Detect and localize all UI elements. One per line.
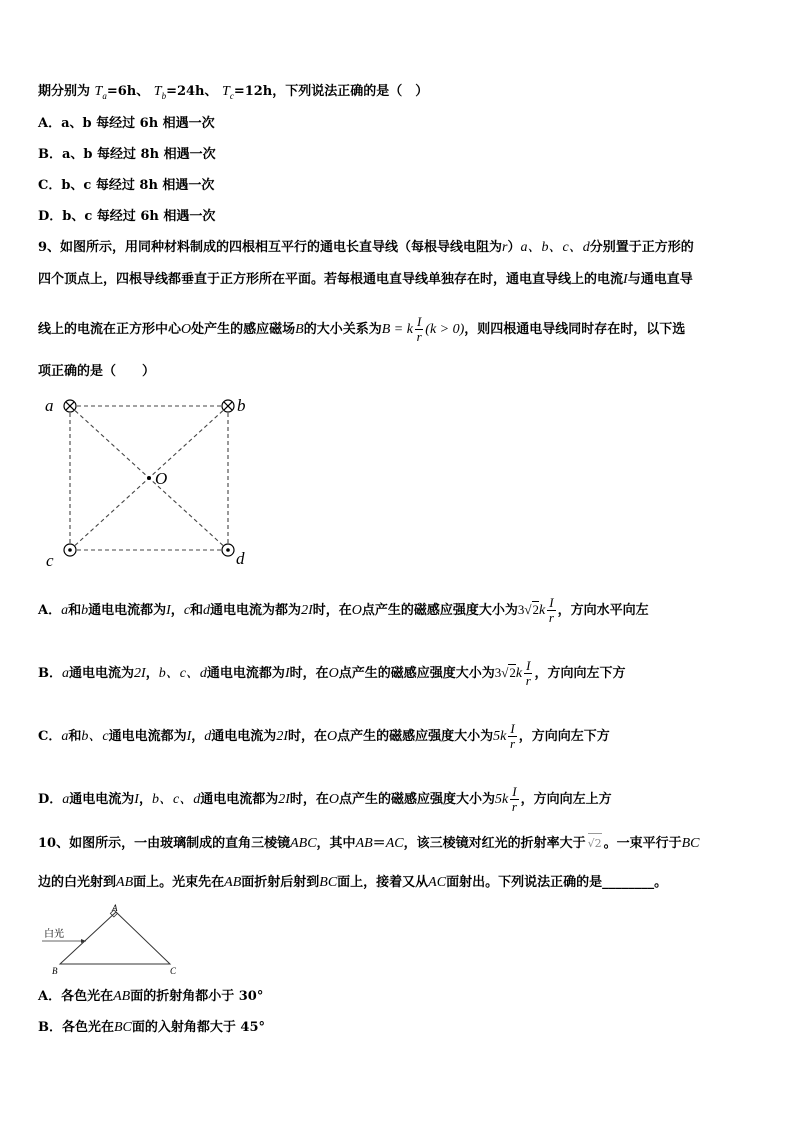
- wire-a-into-page-icon: [64, 400, 76, 412]
- wire-d-out-of-page-icon: [222, 544, 234, 556]
- q8-option-d[interactable]: D．b、c 每经过 6h 相遇一次: [38, 209, 216, 224]
- q9-stem-line1: 9、如图所示，用同种材料制成的四根相互平行的通电长直导线（每根导线电阻为r）a、b、c、d分别置于正方形的: [38, 240, 694, 255]
- label-c: c: [46, 551, 54, 570]
- tb-value: =24h、: [166, 84, 218, 99]
- label-A: A: [112, 904, 118, 913]
- q10-stem-line1: 10、如图所示，一由玻璃制成的直角三棱镜ABC，其中AB＝AC，该三棱镜对红光的折射率大于 √2 。一束平行于BC: [38, 833, 700, 854]
- wire-c-out-of-page-icon: [64, 544, 76, 556]
- coef-3-sqrt2-k: 3√2k: [517, 602, 546, 618]
- q9-option-c[interactable]: C．a和b、c通电电流都为I，d通电电流为2I时，在O点产生的磁感应强度大小为5k $\frac{I}{r}$ ，方向向左下方: [38, 721, 610, 751]
- label-b: b: [237, 396, 246, 415]
- q10-option-a[interactable]: A．各色光在AB面的折射角都小于 30°: [38, 989, 264, 1004]
- label-d: d: [236, 549, 245, 568]
- label-a: a: [45, 396, 54, 415]
- ta-symbol: $T_a$: [94, 84, 107, 101]
- q10-prism-figure: [38, 904, 188, 980]
- q8-option-a[interactable]: A．a、b 每经过 6h 相遇一次: [38, 116, 215, 131]
- q8-option-b[interactable]: B．a、b 每经过 8h 相遇一次: [38, 147, 216, 162]
- sqrt2-image: √2: [588, 833, 602, 854]
- q10-stem-line2: 边的白光射到AB面上。光束先在AB面折射后射到BC面上，接着又从AC面射出。下列说法正确的是________。: [38, 875, 668, 890]
- coef-3-sqrt2-k: 3√2k: [494, 665, 523, 681]
- wire-b-into-page-icon: [222, 400, 234, 412]
- q9-stem-line3: 线上的电流在正方形中心O处产生的感应磁场B的大小关系为B = k $\frac{I}{r}$ (k > 0)，则四根通电导线同时存在时，以下选: [38, 314, 686, 344]
- tc-symbol: $T_c$: [222, 84, 234, 101]
- ta-value: =6h、: [106, 84, 150, 99]
- q9-square-figure: [40, 392, 270, 572]
- formula-b-eq-k: B = k: [381, 322, 413, 337]
- q9-stem-line4: 项正确的是（ ）: [38, 364, 156, 379]
- tb-symbol: $T_b$: [153, 84, 167, 101]
- q8-stem-prefix: 期分别为: [38, 84, 91, 99]
- q9-stem-line2: 四个顶点上，四根导线都垂直于正方形所在平面。若每根通电直导线单独存在时，通电直导线上的电流I与通电直导: [38, 272, 693, 287]
- q9-option-a[interactable]: A．a和b通电电流都为I，c和d通电电流为都为2I时，在O点产生的磁感应强度大小为3√2k $\frac{I}{r}$ ，方向水平向左: [38, 595, 649, 625]
- q9-option-d[interactable]: D．a通电电流为I，b、c、d通电电流都为2I时，在O点产生的磁感应强度大小为5k $\frac{I}{r}$ ，方向向左上方: [38, 784, 612, 814]
- label-o: O: [155, 469, 168, 488]
- label-B: B: [52, 966, 58, 976]
- coef-5k: 5k: [493, 729, 507, 744]
- q9-option-b[interactable]: B．a通电电流为2I，b、c、d通电电流都为I时，在O点产生的磁感应强度大小为3√2k $\frac{I}{r}$ ，方向向左下方: [38, 658, 626, 688]
- label-white-light: 白光: [44, 929, 64, 940]
- fraction-i-over-r: $\frac{I}{r}$: [416, 314, 422, 344]
- prism-triangle: [60, 912, 170, 964]
- q10-option-b[interactable]: B．各色光在BC面的入射角都大于 45°: [38, 1020, 266, 1035]
- tc-value: =12h，下列说法正确的是（ ）: [233, 84, 429, 99]
- label-C: C: [170, 966, 177, 976]
- coef-5k: 5k: [495, 792, 509, 807]
- center-point-o: [147, 476, 151, 480]
- q8-option-c[interactable]: C．b、c 每经过 8h 相遇一次: [38, 178, 215, 193]
- q8-stem: [38, 82, 428, 106]
